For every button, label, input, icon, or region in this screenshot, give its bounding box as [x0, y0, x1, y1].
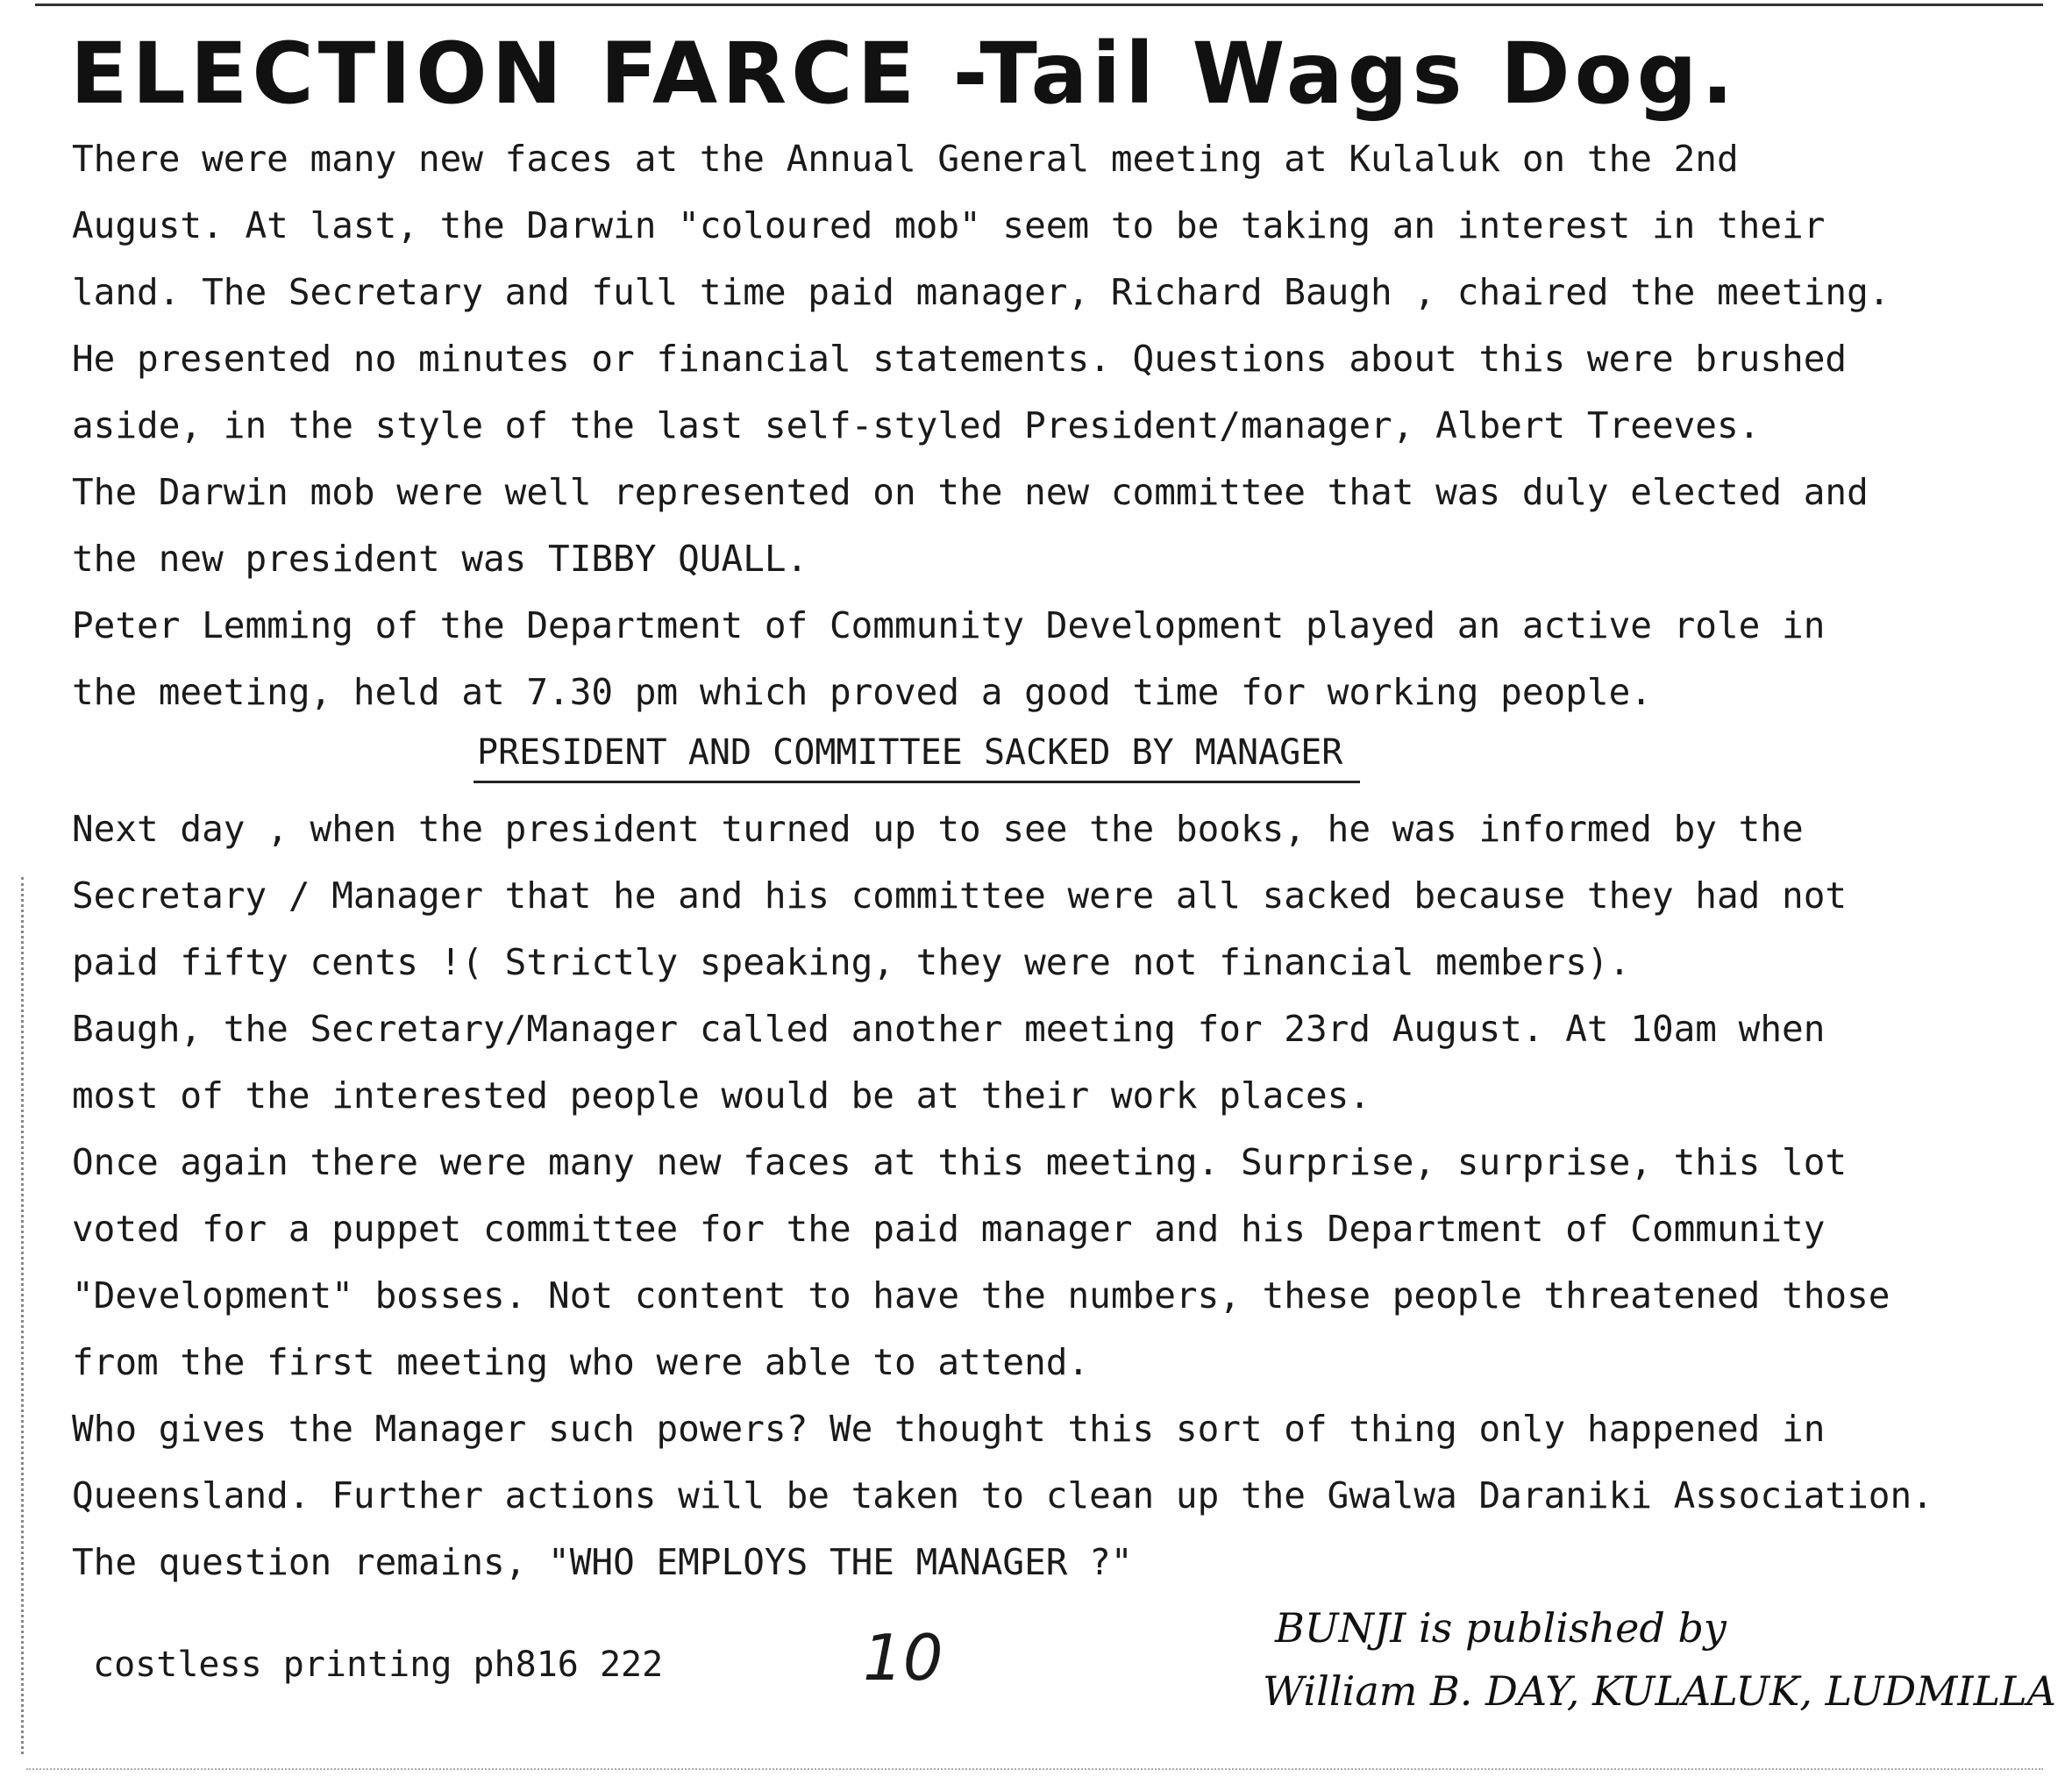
section-subheading: PRESIDENT AND COMMITTEE SACKED BY MANAGER: [473, 728, 1360, 783]
left-margin-dots: [21, 877, 24, 1754]
article-line: paid fifty cents !( Strictly speaking, they were not financial members).: [72, 941, 1631, 983]
page-number: 10: [863, 1621, 943, 1695]
article-line: There were many new faces at the Annual General meeting at Kulaluk on the 2nd: [72, 138, 1739, 180]
article-line: from the first meeting who were able to attend.: [72, 1341, 1090, 1383]
publisher-line: William B. DAY, KULALUK, LUDMILLA: [1263, 1667, 2056, 1715]
publisher-note: [1263, 1596, 2056, 1723]
article-line: August. At last, the Darwin "coloured mob" seem to be taking an interest in their: [72, 204, 1826, 246]
article-line: aside, in the style of the last self-styled President/manager, Albert Treeves.: [72, 404, 1761, 446]
article-line: Baugh, the Secretary/Manager called another meeting for 23rd August. At 10am when: [72, 1008, 1826, 1050]
bottom-border-rule: [26, 1768, 2043, 1770]
publisher-line: BUNJI is published by: [1275, 1604, 1727, 1652]
top-border-rule: [35, 4, 2043, 6]
article-line: "Development" bosses. Not content to have the numbers, these people threatened those: [72, 1274, 1890, 1317]
article-line: Next day , when the president turned up to see the books, he was informed by the: [72, 808, 1804, 850]
article-line: Queensland. Further actions will be taken to clean up the Gwalwa Daraniki Association.: [72, 1474, 1933, 1517]
article-line: Who gives the Manager such powers? We thought this sort of thing only happened in: [72, 1408, 1826, 1450]
article-line: the meeting, held at 7.30 pm which proved a good time for working people.: [72, 671, 1652, 713]
article-line: land. The Secretary and full time paid manager, Richard Baugh , chaired the meeting.: [72, 271, 1890, 313]
page-headline: ELECTION FARCE -Tail Wags Dog.: [70, 25, 1738, 123]
article-line: The question remains, "WHO EMPLOYS THE MANAGER ?": [72, 1541, 1133, 1583]
article-line: voted for a puppet committee for the paid manager and his Department of Community: [72, 1208, 1826, 1250]
article-line: The Darwin mob were well represented on the new committee that was duly elected and: [72, 471, 1869, 513]
article-section-2: [72, 796, 2054, 1595]
article-line: Secretary / Manager that he and his committee were all sacked because they had not: [72, 874, 1848, 917]
article-line: Once again there were many new faces at this meeting. Surprise, surprise, this lot: [72, 1141, 1848, 1183]
article-line: He presented no minutes or financial statements. Questions about this were brushed: [72, 338, 1848, 380]
printer-credit: costless printing ph816 222: [93, 1645, 664, 1685]
article-line: Peter Lemming of the Department of Community Development played an active role in: [72, 604, 1826, 646]
article-line: the new president was TIBBY QUALL.: [72, 538, 808, 580]
article-section-1: [72, 125, 2054, 725]
article-line: most of the interested people would be at their work places.: [72, 1074, 1371, 1117]
